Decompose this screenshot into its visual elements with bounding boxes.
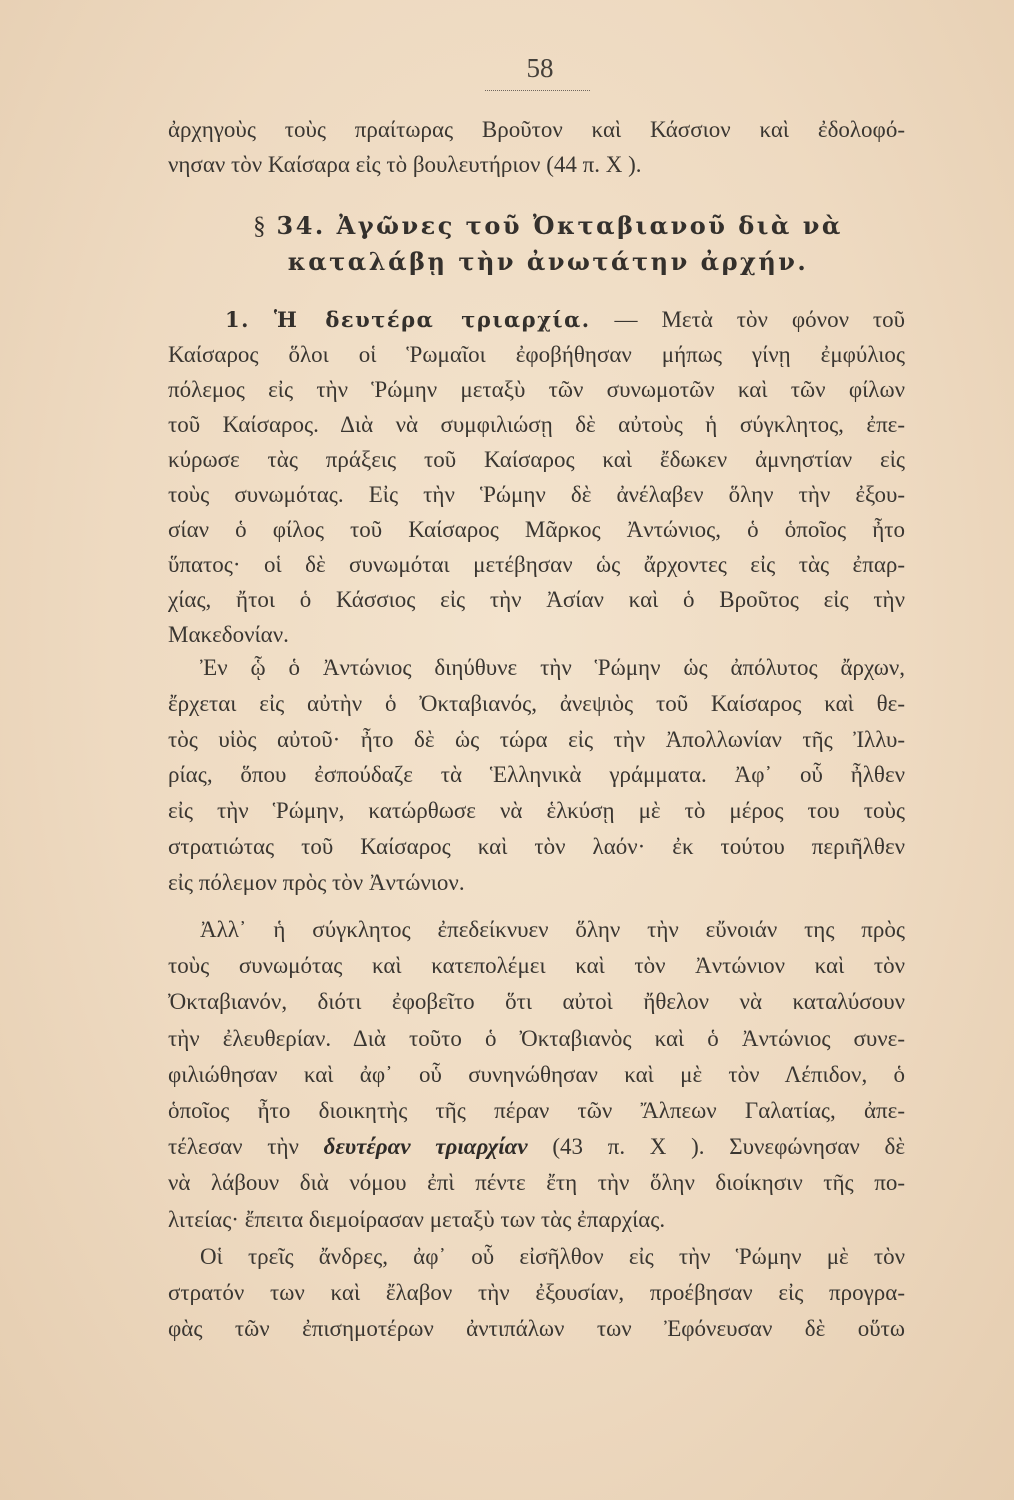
section-heading bbox=[170, 208, 926, 280]
text-line: Ὀκταβιανόν, διότι ἐφοβεῖτο ὅτι αὐτοὶ ἤθελον νὰ καταλύσουν bbox=[168, 989, 905, 1015]
text-segment: (43 π. Χ ). Συνεφώνησαν δὲ bbox=[552, 1134, 905, 1160]
text-line bbox=[168, 302, 905, 337]
text-line: τοῦ Καίσαρος. Διὰ νὰ συμφιλιώσῃ δὲ αὐτοὺς ἡ σύγκλητος, ἐπε- bbox=[168, 412, 905, 437]
text-line: τοὺς συνωμότας καὶ κατεπολέμει καὶ τὸν Ἀντώνιον καὶ τὸν bbox=[168, 953, 905, 979]
text-line: στρατόν των καὶ ἔλαβον τὴν ἐξουσίαν, προέβησαν εἰς προγρα- bbox=[168, 1280, 905, 1305]
text-segment: τέλεσαν τὴν bbox=[168, 1134, 299, 1160]
section-title-line: Ἀγῶνες τοῦ Ὀκταβιανοῦ διὰ νὰ bbox=[336, 211, 843, 240]
text-line: νησαν τὸν Καίσαρα εἰς τὸ βουλευτήριον (44 π. Χ ). bbox=[168, 152, 642, 177]
section-title-line: καταλάβῃ τὴν ἀνωτάτην ἀρχήν. bbox=[287, 247, 809, 276]
text-line: εἰς τὴν Ῥώμην, κατώρθωσε νὰ ἑλκύσῃ μὲ τὸ μέρος του τοὺς bbox=[168, 798, 905, 824]
text-line: Οἱ τρεῖς ἄνδρες, ἀφ᾿ οὗ εἰσῆλθον εἰς τὴν Ῥώμην μὲ τὸν bbox=[200, 1244, 905, 1269]
text-line: τὴν ἐλευθερίαν. Διὰ τοῦτο ὁ Ὀκταβιανὸς καὶ ὁ Ἀντώνιος συνε- bbox=[168, 1025, 905, 1051]
subsection-title: Ἡ δευτέρα τριαρχία. bbox=[273, 307, 591, 332]
text-line: σίαν ὁ φίλος τοῦ Καίσαρος Μᾶρκος Ἀντώνιος, ὁ ὁποῖος ἦτο bbox=[168, 517, 905, 542]
text-line: Καίσαρος ὅλοι οἱ Ῥωμαῖοι ἐφοβήθησαν μήπως γίνῃ ἐμφύλιος bbox=[168, 342, 905, 367]
subsection-number: 1. bbox=[225, 307, 250, 332]
text-line: κύρωσε τὰς πράξεις τοῦ Καίσαρος καὶ ἔδωκεν ἀμνηστίαν εἰς bbox=[168, 447, 905, 472]
text-line: φιλιώθησαν καὶ ἀφ᾿ οὗ συνηνώθησαν καὶ μὲ τὸν Λέπιδον, ὁ bbox=[168, 1061, 905, 1087]
text-line: τὸς υἱὸς αὐτοῦ· ἦτο δὲ ὡς τώρα εἰς τὴν Ἀπολλωνίαν τῆς Ἰλλυ- bbox=[168, 726, 905, 752]
subsection-lead-text: — Μετὰ τὸν φόνον τοῦ bbox=[614, 307, 906, 332]
emphasis-term: δευτέραν τριαρχίαν bbox=[323, 1134, 528, 1160]
page-number-rule bbox=[485, 90, 590, 91]
text-line: φὰς τῶν ἐπισημοτέρων ἀντιπάλων των Ἐφόνευσαν δὲ οὕτω bbox=[168, 1316, 905, 1341]
text-line: ὁποῖος ἦτο διοικητὴς τῆς πέραν τῶν Ἄλπεων Γαλατίας, ἀπε- bbox=[168, 1097, 905, 1123]
text-line: λιτείας· ἔπειτα διεμοίρασαν μεταξὺ των τὰς ἐπαρχίας. bbox=[168, 1206, 666, 1232]
text-line: πόλεμος εἰς τὴν Ῥώμην μεταξὺ τῶν συνωμοτῶν καὶ τῶν φίλων bbox=[168, 377, 905, 402]
section-number: 34. bbox=[276, 211, 326, 240]
text-line: τοὺς συνωμότας. Εἰς τὴν Ῥώμην δὲ ἀνέλαβεν ὅλην τὴν ἐξου- bbox=[168, 482, 905, 507]
text-line: χίας, ἤτοι ὁ Κάσσιος εἰς τὴν Ἀσίαν καὶ ὁ Βροῦτος εἰς τὴν bbox=[168, 587, 905, 612]
text-line: νὰ λάβουν διὰ νόμου ἐπὶ πέντε ἔτη τὴν ὅλην διοίκησιν τῆς πο- bbox=[168, 1170, 905, 1196]
section-heading-line bbox=[170, 208, 926, 244]
paragraph bbox=[168, 912, 905, 1238]
section-mark: § bbox=[253, 213, 266, 240]
text-line: εἰς πόλεμον πρὸς τὸν Ἀντώνιον. bbox=[168, 869, 465, 895]
paragraph bbox=[168, 650, 905, 901]
text-line: ἔρχεται εἰς αὐτὴν ὁ Ὀκταβιανός, ἀνεψιὸς τοῦ Καίσαρος καὶ θε- bbox=[168, 690, 905, 716]
text-line: ἀρχηγοὺς τοὺς πραίτωρας Βροῦτον καὶ Κάσσιον καὶ ἐδολοφό- bbox=[168, 117, 905, 142]
text-line: Ἐν ᾧ ὁ Ἀντώνιος διηύθυνε τὴν Ῥώμην ὡς ἀπόλυτος ἄρχων, bbox=[200, 655, 905, 680]
text-line: Ἀλλ᾿ ἡ σύγκλητος ἐπεδείκνυεν ὅλην τὴν εὔνοιάν της πρὸς bbox=[200, 917, 905, 942]
page-number: 58 bbox=[526, 53, 554, 83]
text-line: Μακεδονίαν. bbox=[168, 622, 289, 647]
intro-paragraph bbox=[168, 112, 905, 182]
text-line: ρίας, ὅπου ἐσπούδαζε τὰ Ἑλληνικὰ γράμματα. Ἀφ᾿ οὗ ἦλθεν bbox=[168, 762, 905, 788]
text-line bbox=[168, 1129, 905, 1165]
paragraph bbox=[168, 1239, 905, 1347]
paragraph bbox=[168, 302, 905, 652]
text-line: στρατιώτας τοῦ Καίσαρος καὶ τὸν λαόν· ἐκ τούτου περιῆλθεν bbox=[168, 833, 905, 859]
text-line: ὕπατος· οἱ δὲ συνωμόται μετέβησαν ὡς ἄρχοντες εἰς τὰς ἐπαρ- bbox=[168, 552, 905, 577]
